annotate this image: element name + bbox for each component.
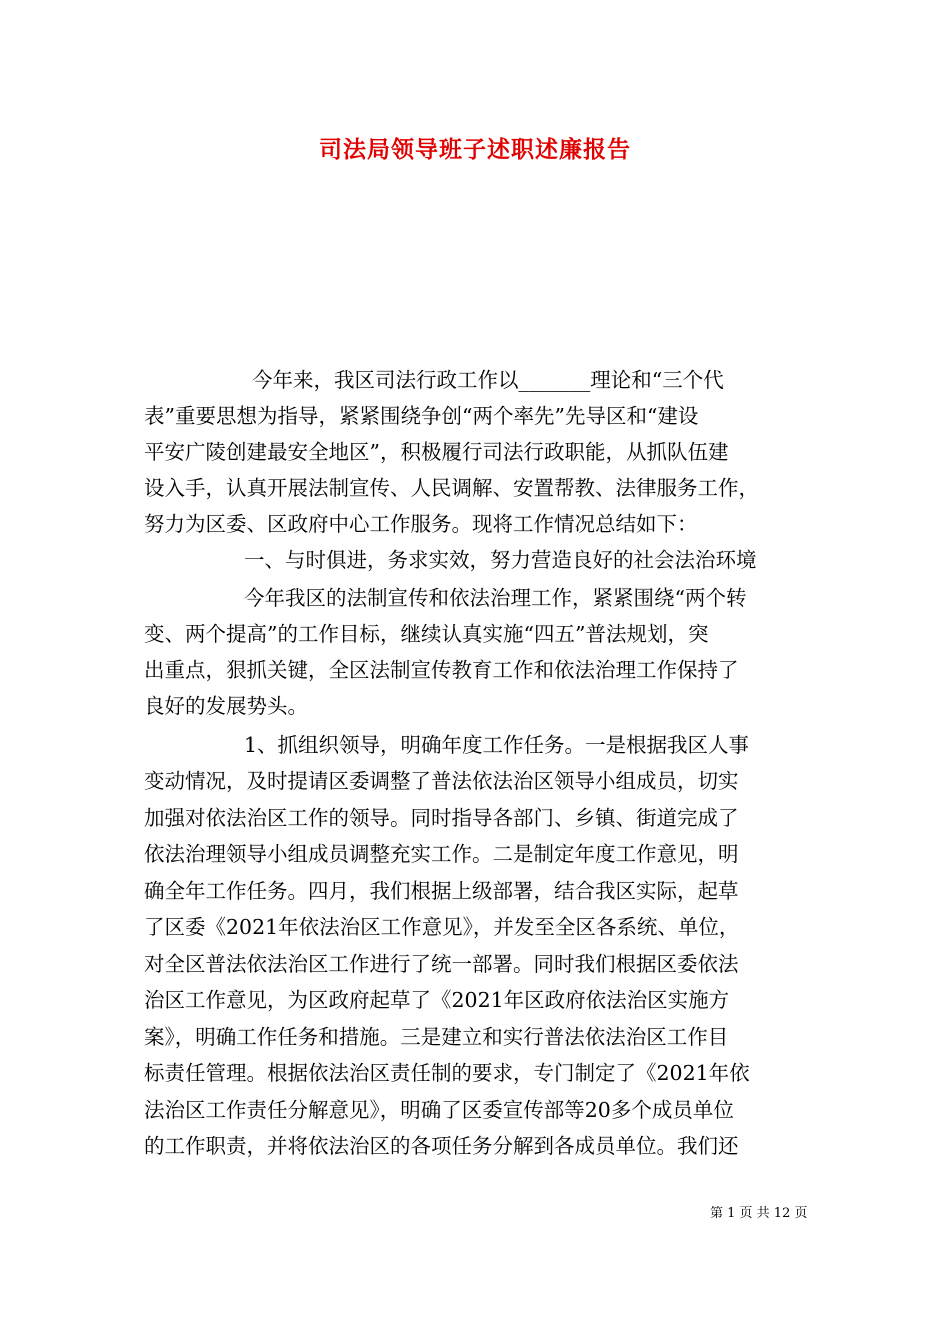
body-line: 努力为区委、区政府中心工作服务。现将工作情况总结如下： <box>144 512 698 536</box>
body-line: 1、抓组织领导，明确年度工作任务。一是根据我区人事 <box>244 733 750 757</box>
body-line: 平安广陵创建最安全地区”，积极履行司法行政职能，从抓队伍建 <box>144 440 729 464</box>
body-line: 确全年工作任务。四月，我们根据上级部署，结合我区实际，起草 <box>144 879 739 903</box>
body-line: 变、两个提高”的工作目标，继续认真实施“四五”普法规划，突 <box>144 622 709 646</box>
body-line: 良好的发展势头。 <box>144 694 308 718</box>
body-line: 对全区普法依法治区工作进行了统一部署。同时我们根据区委依法 <box>144 952 739 976</box>
body-line: 表”重要思想为指导，紧紧围绕争创“两个率先”先导区和“建设 <box>144 404 699 428</box>
body-line: 的工作职责，并将依法治区的各项任务分解到各成员单位。我们还 <box>144 1134 739 1158</box>
body-line: 了区委《2021年依法治区工作意见》，并发至全区各系统、单位， <box>144 915 740 939</box>
body-line: 加强对依法治区工作的领导。同时指导各部门、乡镇、街道完成了 <box>144 806 739 830</box>
page-number-footer: 第 1 页 共 12 页 <box>710 1206 808 1221</box>
section-heading: 一、与时俱进，务求实效，努力营造良好的社会法治环境 <box>244 548 757 572</box>
body-line: 设入手，认真开展法制宣传、人民调解、安置帮教、法律服务工作， <box>144 476 759 500</box>
body-line: 变动情况，及时提请区委调整了普法依法治区领导小组成员，切实 <box>144 769 739 793</box>
body-line: 治区工作意见，为区政府起草了《2021年区政府依法治区实施方 <box>144 988 730 1012</box>
body-line: 出重点，狠抓关键，全区法制宣传教育工作和依法治理工作保持了 <box>144 658 739 682</box>
body-line: 标责任管理。根据依法治区责任制的要求，专门制定了《2021年依 <box>144 1061 750 1085</box>
body-line: 今年来，我区司法行政工作以_______理论和“三个代 <box>252 368 724 392</box>
body-line: 今年我区的法制宣传和依法治理工作，紧紧围绕“两个转 <box>244 586 747 610</box>
document-title: 司法局领导班子述职述廉报告 <box>319 136 631 163</box>
body-line: 案》，明确工作任务和措施。三是建立和实行普法依法治区工作目 <box>144 1025 729 1049</box>
body-line: 依法治理领导小组成员调整充实工作。二是制定年度工作意见，明 <box>144 842 739 866</box>
body-line: 法治区工作责任分解意见》，明确了区委宣传部等20多个成员单位 <box>144 1098 734 1122</box>
